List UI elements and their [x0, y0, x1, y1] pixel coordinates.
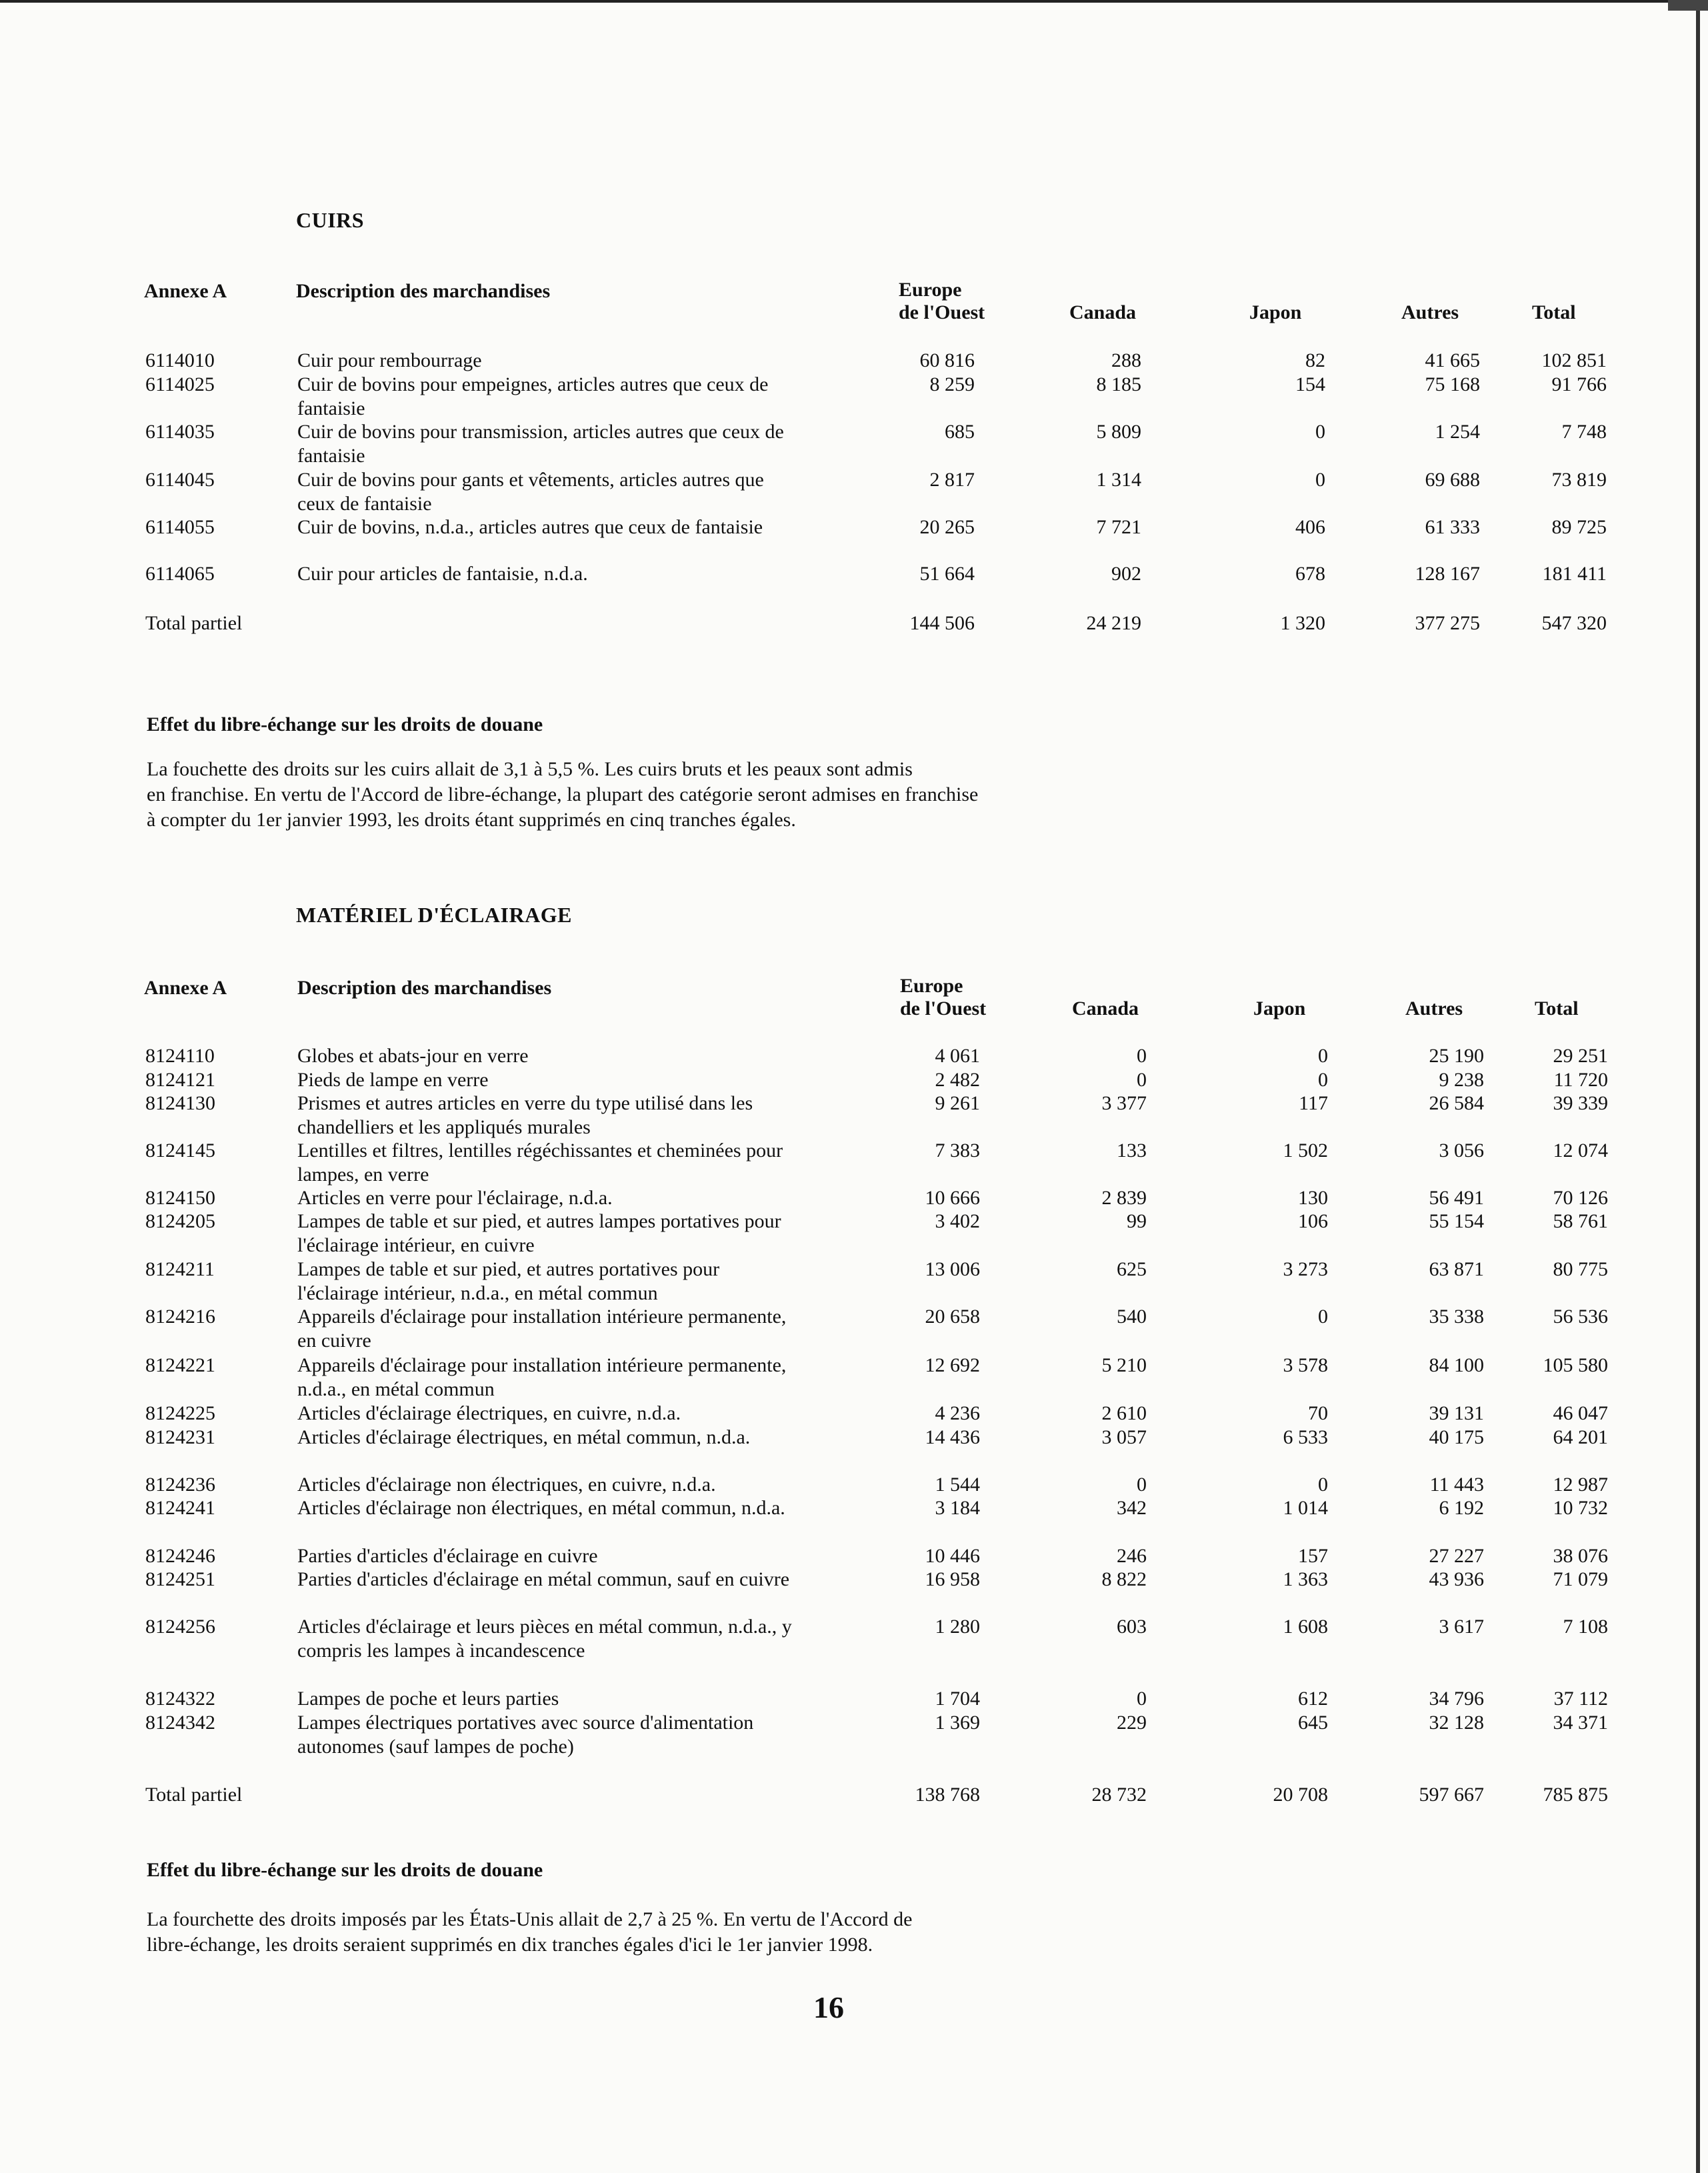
- page-top-edge: [0, 0, 1680, 3]
- row-code: 6114055: [145, 516, 215, 538]
- row-description: Lampes de table et sur pied, et autres portatives pour l'éclairage intérieur, n.d.a., en métal commun: [297, 1258, 720, 1304]
- subtotal-value-canada: 28 732: [1091, 1784, 1147, 1806]
- row-value-total: 10 732: [1553, 1497, 1608, 1519]
- row-value-europe: 20 265: [919, 516, 975, 538]
- row-description: Cuir pour rembourrage: [297, 349, 482, 371]
- row-code: 8124221: [145, 1354, 215, 1376]
- row-value-europe: 12 692: [925, 1354, 980, 1376]
- row-code: 6114065: [145, 563, 215, 585]
- row-value-canada: 2 610: [1101, 1402, 1147, 1424]
- row-value-canada: 3 377: [1101, 1092, 1147, 1114]
- subtotal-label: Total partiel: [145, 1784, 243, 1806]
- row-value-total: 56 536: [1553, 1306, 1608, 1328]
- row-description: Cuir de bovins, n.d.a., articles autres que ceux de fantaisie: [297, 516, 763, 538]
- row-value-europe: 10 666: [925, 1187, 980, 1209]
- row-value-europe: 8 259: [929, 373, 975, 395]
- effect-line: en franchise. En vertu de l'Accord de libre-échange, la plupart des catégorie seront admises en franchise: [147, 783, 979, 805]
- row-value-europe: 20 658: [925, 1306, 980, 1328]
- row-code: 6114010: [145, 349, 215, 371]
- row-description: Cuir de bovins pour gants et vêtements, articles autres que ceux de fantaisie: [297, 469, 764, 515]
- row-description: Parties d'articles d'éclairage en cuivre: [297, 1545, 598, 1567]
- subtotal-value-total: 547 320: [1541, 612, 1607, 634]
- row-description: Cuir de bovins pour transmission, articles autres que ceux de fantaisie: [297, 421, 784, 467]
- row-description: Articles en verre pour l'éclairage, n.d.a.: [297, 1187, 613, 1209]
- row-value-europe: 1 704: [935, 1688, 980, 1710]
- row-value-autres: 25 190: [1429, 1045, 1484, 1067]
- row-value-autres: 32 128: [1429, 1712, 1484, 1734]
- row-value-canada: 603: [1117, 1616, 1147, 1638]
- row-description: Lampes de table et sur pied, et autres lampes portatives pour l'éclairage intérieur, en cuivre: [297, 1210, 781, 1256]
- row-value-autres: 128 167: [1415, 563, 1480, 585]
- row-code: 8124256: [145, 1616, 215, 1638]
- subtotal-value-europe: 138 768: [915, 1784, 980, 1806]
- row-value-total: 102 851: [1541, 349, 1607, 371]
- subtotal-value-total: 785 875: [1543, 1784, 1608, 1806]
- header-japon: Japon: [1253, 997, 1306, 1019]
- section-title-cuirs: CUIRS: [296, 208, 365, 232]
- row-value-canada: 8 185: [1096, 373, 1141, 395]
- row-value-total: 37 112: [1553, 1688, 1608, 1710]
- row-value-canada: 1 314: [1096, 469, 1141, 491]
- row-code: 8124216: [145, 1306, 215, 1328]
- row-value-total: 89 725: [1551, 516, 1607, 538]
- section-title-eclairage: MATÉRIEL D'ÉCLAIRAGE: [296, 903, 572, 927]
- row-value-europe: 16 958: [925, 1568, 980, 1590]
- row-code: 8124322: [145, 1688, 215, 1710]
- effect-line: La fouchette des droits sur les cuirs allait de 3,1 à 5,5 %. Les cuirs bruts et les peaux sont admis: [147, 758, 913, 780]
- row-code: 8124110: [145, 1045, 215, 1067]
- row-value-autres: 63 871: [1429, 1258, 1484, 1280]
- row-value-total: 105 580: [1543, 1354, 1608, 1376]
- row-value-europe: 685: [945, 421, 975, 443]
- row-value-canada: 2 839: [1101, 1187, 1147, 1209]
- row-code: 8124145: [145, 1140, 215, 1162]
- row-value-autres: 27 227: [1429, 1545, 1484, 1567]
- row-description: Lampes de poche et leurs parties: [297, 1688, 559, 1710]
- row-value-canada: 133: [1117, 1140, 1147, 1162]
- row-value-japon: 106: [1298, 1210, 1328, 1232]
- row-code: 8124121: [145, 1069, 215, 1091]
- row-value-total: 70 126: [1553, 1187, 1608, 1209]
- row-value-europe: 1 544: [935, 1474, 980, 1496]
- effect-paragraph-cuirs: [147, 757, 1160, 833]
- row-value-autres: 56 491: [1429, 1187, 1484, 1209]
- row-value-japon: 0: [1318, 1306, 1328, 1328]
- row-code: 8124236: [145, 1474, 215, 1496]
- row-value-japon: 0: [1315, 421, 1325, 443]
- row-value-total: 38 076: [1553, 1545, 1608, 1567]
- header-annexe: Annexe A: [144, 977, 227, 999]
- row-value-japon: 154: [1295, 373, 1325, 395]
- row-description: Pieds de lampe en verre: [297, 1069, 489, 1091]
- row-value-total: 181 411: [1542, 563, 1607, 585]
- row-code: 6114045: [145, 469, 215, 491]
- header-canada: Canada: [1069, 301, 1137, 323]
- header-description: Description des marchandises: [297, 977, 552, 999]
- header-total: Total: [1535, 997, 1579, 1019]
- row-value-autres: 75 168: [1425, 373, 1480, 395]
- row-value-autres: 40 175: [1429, 1426, 1484, 1448]
- row-value-total: 91 766: [1551, 373, 1607, 395]
- row-code: 8124241: [145, 1497, 215, 1519]
- row-value-total: 73 819: [1551, 469, 1607, 491]
- row-value-europe: 60 816: [919, 349, 975, 371]
- row-value-japon: 3 273: [1283, 1258, 1328, 1280]
- row-value-canada: 0: [1137, 1688, 1147, 1710]
- header-annexe: Annexe A: [144, 280, 227, 302]
- row-value-canada: 8 822: [1101, 1568, 1147, 1590]
- row-value-canada: 5 809: [1096, 421, 1141, 443]
- row-value-autres: 3 617: [1439, 1616, 1484, 1638]
- row-value-japon: 0: [1318, 1069, 1328, 1091]
- row-value-europe: 3 402: [935, 1210, 980, 1232]
- row-value-autres: 61 333: [1425, 516, 1480, 538]
- header-europe-line1: Europe: [900, 975, 963, 997]
- row-value-total: 12 074: [1553, 1140, 1608, 1162]
- subtotal-value-europe: 144 506: [909, 612, 975, 634]
- row-value-autres: 11 443: [1429, 1474, 1484, 1496]
- header-europe: [900, 975, 986, 1020]
- row-value-europe: 4 236: [935, 1402, 980, 1424]
- subtotal-value-japon: 20 708: [1273, 1784, 1328, 1806]
- row-value-autres: 84 100: [1429, 1354, 1484, 1376]
- row-value-europe: 4 061: [935, 1045, 980, 1067]
- row-value-japon: 678: [1295, 563, 1325, 585]
- subtotal-value-japon: 1 320: [1280, 612, 1325, 634]
- row-value-total: 71 079: [1553, 1568, 1608, 1590]
- row-code: 8124211: [145, 1258, 215, 1280]
- row-value-europe: 9 261: [935, 1092, 980, 1114]
- row-code: 8124231: [145, 1426, 215, 1448]
- row-value-autres: 43 936: [1429, 1568, 1484, 1590]
- row-value-japon: 0: [1318, 1045, 1328, 1067]
- effect-line: à compter du 1er janvier 1993, les droits étant supprimés en cinq tranches égales.: [147, 809, 796, 831]
- row-value-europe: 10 446: [925, 1545, 980, 1567]
- row-value-autres: 35 338: [1429, 1306, 1484, 1328]
- row-value-canada: 625: [1117, 1258, 1147, 1280]
- row-value-europe: 1 369: [935, 1712, 980, 1734]
- header-description: Description des marchandises: [296, 280, 551, 302]
- row-value-total: 34 371: [1553, 1712, 1608, 1734]
- header-total: Total: [1532, 301, 1576, 323]
- row-value-canada: 342: [1117, 1497, 1147, 1519]
- row-value-total: 11 720: [1553, 1069, 1608, 1091]
- row-code: 6114025: [145, 373, 215, 395]
- row-value-canada: 7 721: [1096, 516, 1141, 538]
- row-value-canada: 229: [1117, 1712, 1147, 1734]
- row-value-total: 39 339: [1553, 1092, 1608, 1114]
- row-value-canada: 5 210: [1101, 1354, 1147, 1376]
- row-description: Appareils d'éclairage pour installation intérieure permanente, en cuivre: [297, 1306, 787, 1352]
- row-value-japon: 70: [1308, 1402, 1328, 1424]
- row-value-japon: 117: [1299, 1092, 1328, 1114]
- effect-paragraph-eclairage: [147, 1907, 1160, 1958]
- row-description: Articles d'éclairage et leurs pièces en métal commun, n.d.a., y compris les lampes à incandescence: [297, 1616, 792, 1662]
- row-value-autres: 6 192: [1439, 1497, 1484, 1519]
- row-value-canada: 540: [1117, 1306, 1147, 1328]
- row-value-europe: 51 664: [919, 563, 975, 585]
- row-description: Articles d'éclairage non électriques, en métal commun, n.d.a.: [297, 1497, 785, 1519]
- row-description: Lentilles et filtres, lentilles régéchissantes et cheminées pour lampes, en verre: [297, 1140, 783, 1186]
- header-europe-line1: Europe: [899, 279, 962, 301]
- row-value-canada: 288: [1111, 349, 1141, 371]
- row-description: Globes et abats-jour en verre: [297, 1045, 529, 1067]
- corner-mark: [1668, 0, 1708, 11]
- row-value-autres: 34 796: [1429, 1688, 1484, 1710]
- row-code: 8124130: [145, 1092, 215, 1114]
- row-value-autres: 9 238: [1439, 1069, 1484, 1091]
- row-code: 6114035: [145, 421, 215, 443]
- row-description: Articles d'éclairage non électriques, en cuivre, n.d.a.: [297, 1474, 716, 1496]
- row-value-europe: 14 436: [925, 1426, 980, 1448]
- page-right-edge: [1696, 0, 1700, 2173]
- row-value-autres: 1 254: [1435, 421, 1480, 443]
- row-value-autres: 3 056: [1439, 1140, 1484, 1162]
- effect-title-eclairage: Effet du libre-échange sur les droits de douane: [147, 1859, 543, 1881]
- row-value-japon: 1 014: [1283, 1497, 1328, 1519]
- row-value-canada: 246: [1117, 1545, 1147, 1567]
- row-value-japon: 0: [1318, 1474, 1328, 1496]
- row-value-japon: 82: [1305, 349, 1325, 371]
- row-value-japon: 612: [1298, 1688, 1328, 1710]
- row-value-canada: 0: [1137, 1045, 1147, 1067]
- subtotal-value-canada: 24 219: [1086, 612, 1141, 634]
- row-value-japon: 1 502: [1283, 1140, 1328, 1162]
- row-value-canada: 99: [1127, 1210, 1147, 1232]
- row-value-total: 64 201: [1553, 1426, 1608, 1448]
- row-description: Cuir de bovins pour empeignes, articles autres que ceux de fantaisie: [297, 373, 769, 419]
- row-value-japon: 645: [1298, 1712, 1328, 1734]
- row-value-japon: 1 363: [1283, 1568, 1328, 1590]
- header-canada: Canada: [1072, 997, 1139, 1019]
- row-value-canada: 0: [1137, 1474, 1147, 1496]
- row-description: Appareils d'éclairage pour installation intérieure permanente, n.d.a., en métal commun: [297, 1354, 787, 1400]
- row-code: 8124225: [145, 1402, 215, 1424]
- row-value-total: 46 047: [1553, 1402, 1608, 1424]
- header-autres: Autres: [1401, 301, 1459, 323]
- subtotal-value-autres: 377 275: [1415, 612, 1480, 634]
- subtotal-value-autres: 597 667: [1419, 1784, 1484, 1806]
- effect-title-cuirs: Effet du libre-échange sur les droits de douane: [147, 713, 543, 735]
- header-europe-line2: de l'Ouest: [900, 997, 987, 1019]
- row-description: Cuir pour articles de fantaisie, n.d.a.: [297, 563, 588, 585]
- row-value-japon: 1 608: [1283, 1616, 1328, 1638]
- row-value-canada: 3 057: [1101, 1426, 1147, 1448]
- row-value-autres: 39 131: [1429, 1402, 1484, 1424]
- row-value-japon: 130: [1298, 1187, 1328, 1209]
- page-number: 16: [813, 1990, 844, 2024]
- row-code: 8124342: [145, 1712, 215, 1734]
- header-europe-line2: de l'Ouest: [899, 301, 985, 323]
- row-value-autres: 26 584: [1429, 1092, 1484, 1114]
- row-value-autres: 55 154: [1429, 1210, 1484, 1232]
- row-description: Parties d'articles d'éclairage en métal commun, sauf en cuivre: [297, 1568, 790, 1590]
- row-value-japon: 6 533: [1283, 1426, 1328, 1448]
- row-value-canada: 0: [1137, 1069, 1147, 1091]
- header-europe: [899, 279, 985, 324]
- row-code: 8124246: [145, 1545, 215, 1567]
- row-description: Articles d'éclairage électriques, en cuivre, n.d.a.: [297, 1402, 681, 1424]
- row-value-japon: 406: [1295, 516, 1325, 538]
- row-description: Prismes et autres articles en verre du type utilisé dans les chandelliers et les appliqués murales: [297, 1092, 753, 1138]
- row-value-europe: 2 817: [929, 469, 975, 491]
- row-code: 8124150: [145, 1187, 215, 1209]
- row-value-europe: 1 280: [935, 1616, 980, 1638]
- row-value-canada: 902: [1111, 563, 1141, 585]
- row-description: Lampes électriques portatives avec source d'alimentation autonomes (sauf lampes de poche): [297, 1712, 754, 1758]
- row-value-japon: 3 578: [1283, 1354, 1328, 1376]
- row-code: 8124251: [145, 1568, 215, 1590]
- row-value-europe: 3 184: [935, 1497, 980, 1519]
- row-value-japon: 0: [1315, 469, 1325, 491]
- row-value-total: 7 108: [1563, 1616, 1608, 1638]
- effect-line: libre-échange, les droits seraient supprimés en dix tranches égales d'ici le 1er janvier 1998.: [147, 1934, 873, 1956]
- row-code: 8124205: [145, 1210, 215, 1232]
- row-value-total: 58 761: [1553, 1210, 1608, 1232]
- header-autres: Autres: [1405, 997, 1463, 1019]
- row-value-europe: 7 383: [935, 1140, 980, 1162]
- row-value-total: 80 775: [1553, 1258, 1608, 1280]
- row-value-autres: 69 688: [1425, 469, 1480, 491]
- row-value-europe: 2 482: [935, 1069, 980, 1091]
- subtotal-label: Total partiel: [145, 612, 243, 634]
- row-value-autres: 41 665: [1425, 349, 1480, 371]
- row-value-total: 12 987: [1553, 1474, 1608, 1496]
- row-value-japon: 157: [1298, 1545, 1328, 1567]
- row-value-europe: 13 006: [925, 1258, 980, 1280]
- row-value-total: 29 251: [1553, 1045, 1608, 1067]
- row-value-total: 7 748: [1561, 421, 1607, 443]
- row-description: Articles d'éclairage électriques, en métal commun, n.d.a.: [297, 1426, 751, 1448]
- header-japon: Japon: [1249, 301, 1302, 323]
- effect-line: La fourchette des droits imposés par les États-Unis allait de 2,7 à 25 %. En vertu de l'Accord de: [147, 1908, 913, 1930]
